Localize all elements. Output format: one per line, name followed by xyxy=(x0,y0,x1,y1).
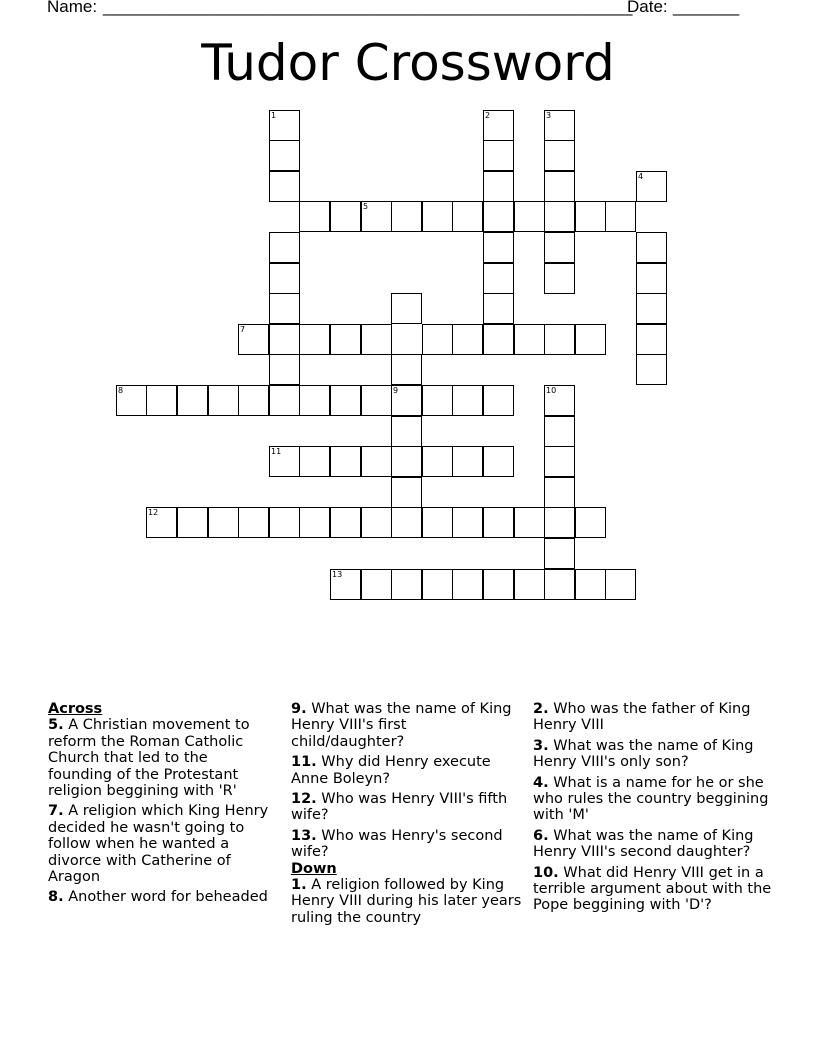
grid-cell[interactable] xyxy=(299,201,330,232)
clue-number: 2. xyxy=(533,701,549,717)
clue-item xyxy=(533,865,773,914)
grid-cell[interactable] xyxy=(483,232,514,263)
grid-cell[interactable] xyxy=(269,140,300,171)
grid-cell[interactable] xyxy=(483,507,514,538)
grid-cell[interactable] xyxy=(544,507,575,538)
grid-cell[interactable] xyxy=(116,385,147,416)
grid-cell[interactable] xyxy=(544,171,575,202)
grid-cell[interactable] xyxy=(636,232,667,263)
clue-list xyxy=(291,701,523,861)
grid-cell[interactable] xyxy=(391,477,422,508)
date-label: Date: xyxy=(627,0,668,16)
clue-number: 1. xyxy=(291,877,307,894)
grid-cell[interactable] xyxy=(330,201,361,232)
down-heading: Down xyxy=(291,860,337,877)
grid-cell[interactable] xyxy=(422,446,453,477)
grid-cell[interactable] xyxy=(238,385,269,416)
grid-cell[interactable] xyxy=(544,569,575,600)
grid-cell[interactable] xyxy=(330,507,361,538)
grid-cell[interactable] xyxy=(422,324,453,355)
clue-list xyxy=(533,701,773,914)
clue-list xyxy=(48,717,270,905)
clue-item xyxy=(533,738,773,771)
grid-cell[interactable] xyxy=(177,385,208,416)
clue-item xyxy=(291,877,523,926)
grid-cell[interactable] xyxy=(544,140,575,171)
grid-cell[interactable] xyxy=(361,569,392,600)
clue-text: A religion which King Henry decided he wasn't going to follow when he wanted a divorce with Catherine of Aragon xyxy=(48,803,269,886)
grid-cell[interactable] xyxy=(452,324,483,355)
grid-cell[interactable] xyxy=(269,446,300,477)
grid-cell[interactable] xyxy=(361,385,392,416)
clues-column-2 xyxy=(291,701,523,930)
clue-number: 9 xyxy=(393,386,399,395)
grid-cell[interactable] xyxy=(238,507,269,538)
clue-item xyxy=(533,701,773,734)
grid-cell[interactable] xyxy=(636,324,667,355)
grid-cell[interactable] xyxy=(483,385,514,416)
grid-cell[interactable] xyxy=(514,201,545,232)
grid-cell[interactable] xyxy=(483,110,514,141)
grid-cell[interactable] xyxy=(299,507,330,538)
clue-number: 11 xyxy=(271,447,282,456)
clue-number: 10 xyxy=(546,386,557,395)
clue-number: 13 xyxy=(332,570,343,579)
grid-cell[interactable] xyxy=(422,569,453,600)
grid-cell[interactable] xyxy=(391,446,422,477)
clue-number: 7. xyxy=(48,803,64,820)
grid-cell[interactable] xyxy=(330,569,361,600)
clue-text: Who was Henry VIII's fifth wife? xyxy=(291,791,508,824)
grid-cell[interactable] xyxy=(483,263,514,294)
clue-number: 2 xyxy=(485,111,491,120)
grid-cell[interactable] xyxy=(544,385,575,416)
clue-text: A religion followed by King Henry VIII during his later years ruling the country xyxy=(291,877,522,926)
grid-cell[interactable] xyxy=(483,293,514,324)
grid-cell[interactable] xyxy=(514,324,545,355)
clues-column-1 xyxy=(48,701,270,910)
grid-cell[interactable] xyxy=(483,324,514,355)
across-heading: Across xyxy=(48,701,103,717)
grid-cell[interactable] xyxy=(452,507,483,538)
grid-cell[interactable] xyxy=(452,201,483,232)
grid-cell[interactable] xyxy=(483,201,514,232)
clue-text: What was the name of King Henry VIII's only son? xyxy=(533,737,754,771)
grid-cell[interactable] xyxy=(299,446,330,477)
grid-cell[interactable] xyxy=(269,293,300,324)
grid-cell[interactable] xyxy=(605,201,636,232)
grid-cell[interactable] xyxy=(422,385,453,416)
grid-cell[interactable] xyxy=(146,507,177,538)
grid-cell[interactable] xyxy=(391,385,422,416)
clue-item xyxy=(291,701,523,750)
grid-cell[interactable] xyxy=(391,201,422,232)
clue-number: 8 xyxy=(118,386,124,395)
clue-number: 12. xyxy=(291,791,317,808)
grid-cell[interactable] xyxy=(544,263,575,294)
grid-cell[interactable] xyxy=(575,201,606,232)
grid-cell[interactable] xyxy=(544,201,575,232)
clue-item xyxy=(533,775,773,824)
clue-number: 3 xyxy=(546,111,552,120)
grid-cell[interactable] xyxy=(452,385,483,416)
clue-number: 11. xyxy=(291,754,317,771)
clue-item xyxy=(291,791,523,824)
grid-cell[interactable] xyxy=(575,324,606,355)
grid-cell[interactable] xyxy=(299,324,330,355)
grid-cell[interactable] xyxy=(636,171,667,202)
clue-text: Why did Henry execute Anne Boleyn? xyxy=(291,754,491,787)
grid-cell[interactable] xyxy=(177,507,208,538)
clue-number: 9. xyxy=(291,701,307,717)
clue-item xyxy=(291,828,523,861)
clue-text: What was the name of King Henry VIII's first child/daughter? xyxy=(291,701,512,750)
grid-cell[interactable] xyxy=(544,416,575,447)
grid-cell[interactable] xyxy=(391,293,422,324)
grid-cell[interactable] xyxy=(269,354,300,385)
grid-cell[interactable] xyxy=(544,324,575,355)
clue-text: Another word for beheaded xyxy=(63,889,268,906)
grid-cell[interactable] xyxy=(544,232,575,263)
grid-cell[interactable] xyxy=(422,201,453,232)
grid-cell[interactable] xyxy=(269,507,300,538)
grid-cell[interactable] xyxy=(269,385,300,416)
clue-text: What did Henry VIII get in a terrible argument about with the Pope beggining with 'D'? xyxy=(533,864,772,914)
grid-cell[interactable] xyxy=(636,263,667,294)
clues-column-3 xyxy=(533,701,773,918)
grid-cell[interactable] xyxy=(391,416,422,447)
grid-cell[interactable] xyxy=(452,569,483,600)
clue-number: 12 xyxy=(148,508,159,517)
clue-number: 5. xyxy=(48,717,64,734)
grid-cell[interactable] xyxy=(208,507,239,538)
clue-item xyxy=(533,828,773,861)
grid-cell[interactable] xyxy=(330,446,361,477)
grid-cell[interactable] xyxy=(208,385,239,416)
grid-cell[interactable] xyxy=(575,507,606,538)
grid-cell[interactable] xyxy=(636,354,667,385)
date-line[interactable]: _______ xyxy=(673,0,740,16)
grid-cell[interactable] xyxy=(269,232,300,263)
grid-cell[interactable] xyxy=(238,324,269,355)
grid-cell[interactable] xyxy=(391,507,422,538)
grid-cell[interactable] xyxy=(483,446,514,477)
grid-cell[interactable] xyxy=(636,293,667,324)
clue-item xyxy=(48,889,270,905)
grid-cell[interactable] xyxy=(330,324,361,355)
grid-cell[interactable] xyxy=(361,201,392,232)
clue-item xyxy=(48,717,270,799)
grid-cell[interactable] xyxy=(269,324,300,355)
grid-cell[interactable] xyxy=(146,385,177,416)
clue-item xyxy=(48,803,270,885)
clue-list xyxy=(291,877,523,926)
grid-cell[interactable] xyxy=(361,507,392,538)
grid-cell[interactable] xyxy=(483,569,514,600)
grid-cell[interactable] xyxy=(575,569,606,600)
clue-number: 4. xyxy=(533,774,549,791)
grid-cell[interactable] xyxy=(483,140,514,171)
grid-cell[interactable] xyxy=(514,507,545,538)
clue-text: A Christian movement to reform the Roman Catholic Church that led to the founding of the Protestant religion beggining with 'R' xyxy=(48,717,250,800)
name-line[interactable]: ________________________________________________________ xyxy=(103,0,633,16)
page-title: Tudor Crossword xyxy=(201,34,615,92)
grid-cell[interactable] xyxy=(452,446,483,477)
grid-cell[interactable] xyxy=(391,354,422,385)
clue-number: 3. xyxy=(533,737,549,754)
clue-number: 13. xyxy=(291,827,317,844)
grid-cell[interactable] xyxy=(544,446,575,477)
clue-number: 10. xyxy=(533,864,559,881)
clue-item xyxy=(291,754,523,787)
grid-cell[interactable] xyxy=(269,110,300,141)
clue-text: Who was the father of King Henry VIII xyxy=(533,701,751,734)
grid-cell[interactable] xyxy=(361,324,392,355)
clue-text: What was the name of King Henry VIII's second daughter? xyxy=(533,827,754,861)
grid-cell[interactable] xyxy=(391,569,422,600)
clue-number: 1 xyxy=(271,111,277,120)
grid-cell[interactable] xyxy=(483,171,514,202)
grid-cell[interactable] xyxy=(422,507,453,538)
clue-number: 6. xyxy=(533,827,549,844)
clue-text: Who was Henry's second wife? xyxy=(291,827,503,861)
grid-cell[interactable] xyxy=(269,263,300,294)
grid-cell[interactable] xyxy=(269,171,300,202)
grid-cell[interactable] xyxy=(605,569,636,600)
grid-cell[interactable] xyxy=(514,569,545,600)
grid-cell[interactable] xyxy=(361,446,392,477)
clue-number: 4 xyxy=(638,172,644,181)
grid-cell[interactable] xyxy=(544,538,575,569)
clue-number: 8. xyxy=(48,889,64,906)
grid-cell[interactable] xyxy=(544,477,575,508)
grid-cell[interactable] xyxy=(330,385,361,416)
name-label: Name: xyxy=(47,0,98,16)
clue-number: 7 xyxy=(240,325,246,334)
grid-cell[interactable] xyxy=(299,385,330,416)
clue-text: What is a name for he or she who rules the country beggining with 'M' xyxy=(533,774,769,824)
grid-cell[interactable] xyxy=(544,110,575,141)
clue-number: 5 xyxy=(363,202,369,211)
